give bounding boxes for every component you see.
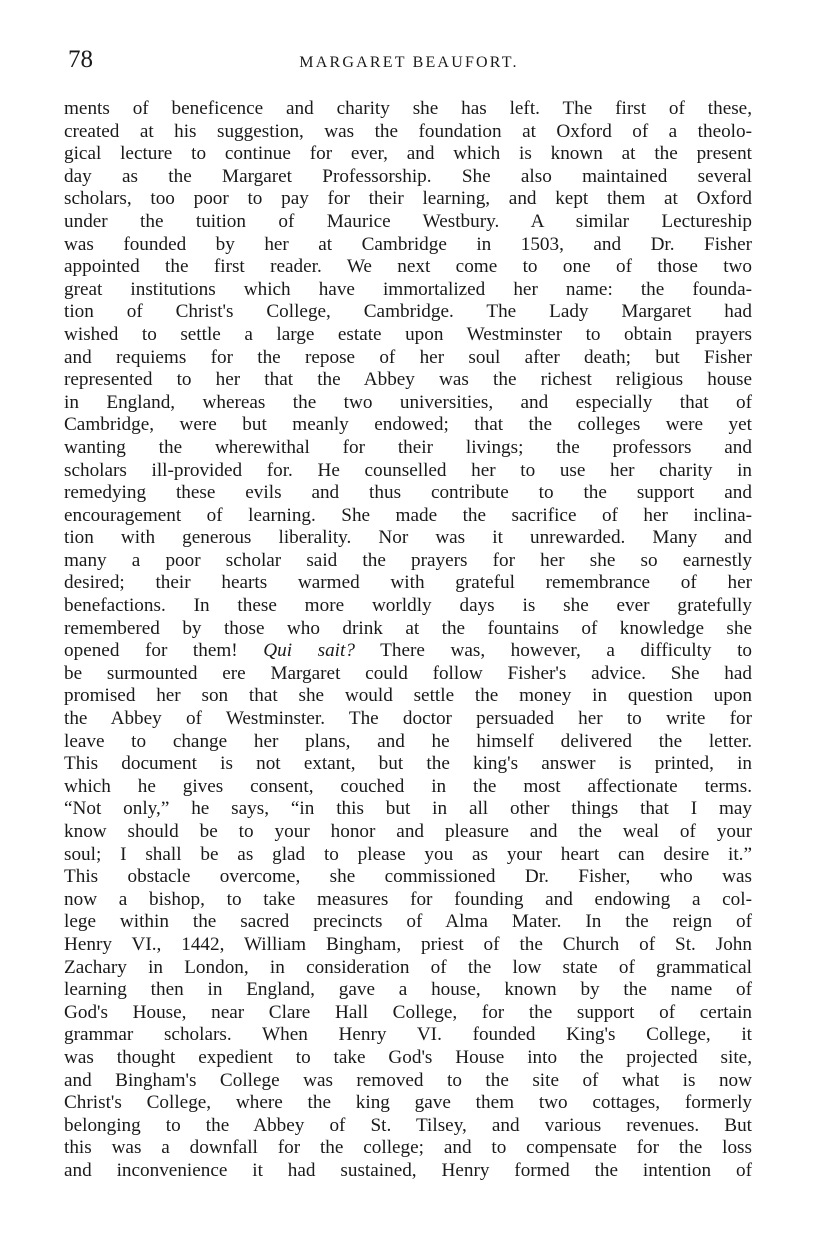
text-line: and Bingham's College was removed to the site of what is now bbox=[64, 1069, 752, 1091]
text-line: wished to settle a large estate upon Westminster to obtain prayers bbox=[64, 323, 752, 345]
text-line: soul; I shall be as glad to please you as your heart can desire it.” bbox=[64, 843, 752, 865]
text-line: scholars ill-provided for. He counselled her to use her charity in bbox=[64, 459, 752, 481]
text-line: and inconvenience it had sustained, Henry formed the intention of bbox=[64, 1159, 752, 1181]
text-line: now a bishop, to take measures for founding and endowing a col- bbox=[64, 888, 752, 910]
text-line: be surmounted ere Margaret could follow Fisher's advice. She had bbox=[64, 662, 752, 684]
text-line: appointed the first reader. We next come to one of those two bbox=[64, 256, 752, 278]
text-segment: There was, however, a difficulty to bbox=[354, 640, 752, 662]
text-line: was thought expedient to take God's House into the projected site, bbox=[64, 1046, 752, 1068]
text-line: lege within the sacred precincts of Alma Mater. In the reign of bbox=[64, 911, 752, 933]
text-line: the Abbey of Westminster. The doctor persuaded her to write for bbox=[64, 708, 752, 730]
text-line: promised her son that she would settle the money in question upon bbox=[64, 685, 752, 707]
text-line: desired; their hearts warmed with grateful remembrance of her bbox=[64, 572, 752, 594]
running-head: MARGARET BEAUFORT. bbox=[299, 54, 519, 71]
text-line: This document is not extant, but the king's answer is printed, in bbox=[64, 753, 752, 775]
text-line: grammar scholars. When Henry VI. founded King's College, it bbox=[64, 1024, 752, 1046]
italic-phrase: Qui sait? bbox=[263, 640, 355, 662]
body-text bbox=[64, 98, 752, 1183]
text-line: under the tuition of Maurice Westbury. A similar Lectureship bbox=[64, 210, 752, 232]
text-line: Christ's College, where the king gave them two cottages, formerly bbox=[64, 1092, 752, 1114]
page-header bbox=[68, 46, 750, 80]
text-line: remedying these evils and thus contribute to the support and bbox=[64, 482, 752, 504]
text-line bbox=[64, 640, 752, 663]
text-line: was founded by her at Cambridge in 1503, and Dr. Fisher bbox=[64, 233, 752, 255]
text-segment: opened for them! bbox=[64, 640, 264, 662]
text-line: encouragement of learning. She made the sacrifice of her inclina- bbox=[64, 504, 752, 526]
text-line: Henry VI., 1442, William Bingham, priest of the Church of St. John bbox=[64, 933, 752, 955]
text-line: which he gives consent, couched in the most affectionate terms. bbox=[64, 775, 752, 797]
text-line: belonging to the Abbey of St. Tilsey, and various revenues. But bbox=[64, 1114, 752, 1136]
text-line: Cambridge, were but meanly endowed; that the colleges were yet bbox=[64, 414, 752, 436]
text-line: gical lecture to continue for ever, and which is known at the present bbox=[64, 143, 752, 165]
text-line: know should be to your honor and pleasure and the weal of your bbox=[64, 821, 752, 842]
text-line: “Not only,” he says, “in this but in all other things that I may bbox=[64, 798, 752, 820]
page-number: 78 bbox=[68, 46, 93, 73]
text-line: leave to change her plans, and he himself delivered the letter. bbox=[64, 730, 752, 752]
text-line: this was a downfall for the college; and to compensate for the loss bbox=[64, 1137, 752, 1159]
text-line: learning then in England, gave a house, known by the name of bbox=[64, 979, 752, 1001]
text-line: scholars, too poor to pay for their learning, and kept them at Oxford bbox=[64, 188, 752, 210]
text-line: remembered by those who drink at the fountains of knowledge she bbox=[64, 617, 752, 639]
text-line: tion of Christ's College, Cambridge. The Lady Margaret had bbox=[64, 301, 752, 323]
text-line: day as the Margaret Professorship. She also maintained several bbox=[64, 165, 752, 187]
text-line: Zachary in London, in consideration of the low state of grammatical bbox=[64, 956, 752, 978]
text-line: This obstacle overcome, she commissioned Dr. Fisher, who was bbox=[64, 866, 752, 888]
text-line: great institutions which have immortalized her name: the founda- bbox=[64, 278, 752, 300]
text-line: in England, whereas the two universities, and especially that of bbox=[64, 391, 752, 413]
text-line: benefactions. In these more worldly days is she ever gratefully bbox=[64, 595, 752, 617]
text-line: created at his suggestion, was the foundation at Oxford of a theolo- bbox=[64, 120, 752, 142]
text-line: wanting the wherewithal for their livings; the professors and bbox=[64, 436, 752, 458]
text-line: God's House, near Clare Hall College, for the support of certain bbox=[64, 1001, 752, 1023]
text-line: and requiems for the repose of her soul after death; but Fisher bbox=[64, 346, 752, 368]
text-line: many a poor scholar said the prayers for her she so earnestly bbox=[64, 549, 752, 571]
text-line: represented to her that the Abbey was the richest religious house bbox=[64, 369, 752, 391]
text-line: tion with generous liberality. Nor was it unrewarded. Many and bbox=[64, 527, 752, 549]
text-line: ments of beneficence and charity she has left. The first of these, bbox=[64, 98, 752, 119]
